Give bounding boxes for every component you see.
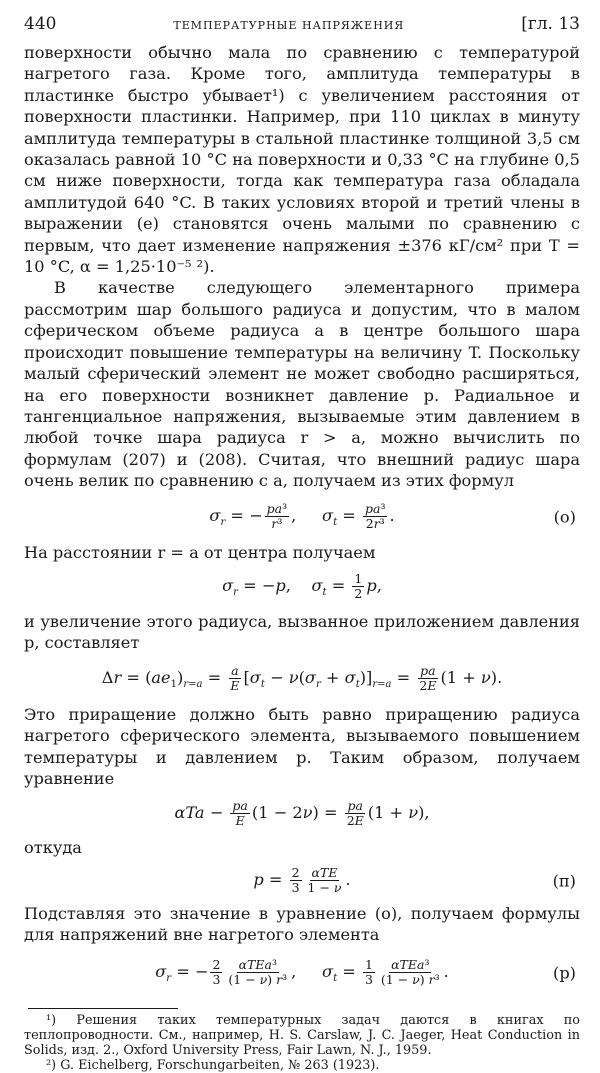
footnote-1: ¹) Решения таких температурных задач даются в книгах по теплопроводности. См., например, H. S. Carslaw, J. C. Jaeger, Heat Conduction in Solids, изд. 2., Oxford University Press, Fair Lawn, N. J., 1959. xyxy=(24,1012,580,1058)
paragraph-6: откуда xyxy=(24,838,82,858)
equation-surface: $\sigma_r = -p$, $\sigma_t$ = $\frac{1}{2}$ p, xyxy=(222,571,382,602)
equation-o: $\sigma_r$ = − $\frac{\text{pa³}}{\text{r³}}$ , $\sigma_t$ = $\frac{\text{pa³}}{\text{2r³}}$ . (о) xyxy=(209,501,576,532)
running-title: ТЕМПЕРАТУРНЫЕ НАПРЯЖЕНИЯ xyxy=(173,19,405,32)
paragraph-2: В качестве следующего элементарного примера рассмотрим шар большого радиуса и допустим, что в малом сферическом объеме радиуса a в центре большого шара происходит повышение температуры на величину T. Поскольку малый сферический элемент не может свободно расширяться, на его поверхности возникнет давление p. Радиальное и тангенциальное напряжения, вызываемые этим давлением в любой точке шара радиуса r > a, можно вычислить по формулам (207) и (208). Считая, что внешний радиус шара очень велик по сравнению с a, получаем из этих формул xyxy=(24,278,580,491)
paragraph-3: На расстоянии r = a от центра получаем xyxy=(24,542,376,562)
page-header xyxy=(24,14,580,42)
equation-delta-r: $\Delta r = (ae_1)_{r=a}$ = $\frac{a}{E}$ $[\sigma_t - \nu(\sigma_r + \sigma_t)]_{r=a}$ = $\frac{pa}{2E}$ (1 + ν). xyxy=(101,663,503,694)
page-number: 440 xyxy=(24,14,57,34)
equation-r: $\sigma_r$ = − $\frac{2}{3}$ $\frac{\text{αTEa³}}{\text{(1 − ν) r³}}$ , $\sigma_t$ = $\frac{1}{3}$ $\frac{\text{αTEa³}}{\text{(1 − ν) r³}}$ . (р) xyxy=(155,957,576,988)
paragraph-7: Подставляя это значение в уравнение (о), получаем формулы для напряжений вне нагретого элемента xyxy=(24,903,580,945)
footnote-2: ²) G. Eichelberg, Forschungarbeiten, № 263 (1923). xyxy=(46,1057,380,1073)
paragraph-1: поверхности обычно мала по сравнению с температурой нагретого газа. Кроме того, амплитуда температуры в пластинке быстро убывает¹) с увеличением расстояния от поверхности пластинки. Например, при 110 циклах в минуту амплитуда температуры в стальной пластинке толщиной 3,5 см оказалась равной 10 °C на поверхности и 0,33 °C на глубине 0,5 см ниже поверхности, тогда как температура газа обладала амплитудой 640 °C. В таких условиях второй и третий члены в выражении (е) становятся очень малыми по сравнению с первым, что дает изменение напряжения ±376 кГ/см² при T = 10 °C, α = 1,25·10⁻⁵ ²). xyxy=(24,43,580,277)
equation-p-label: (п) xyxy=(552,871,576,891)
equation-o-label: (о) xyxy=(553,507,576,527)
chapter-ref: [гл. 13 xyxy=(521,14,580,34)
equation-r-label: (р) xyxy=(553,963,576,983)
paragraph-5: Это приращение должно быть равно приращению радиуса нагретого сферического элемента, вызываемого повышением температуры и давлением p. Таким образом, получаем уравнение xyxy=(24,704,580,788)
equation-balance: αTa − $\frac{pa}{E}$ (1 − 2ν) = $\frac{pa}{2E}$ (1 + ν), xyxy=(174,797,430,828)
footnote-divider xyxy=(28,1008,178,1009)
paragraph-4: и увеличение этого радиуса, вызванное приложением давления p, составляет xyxy=(24,611,580,653)
equation-p: p = $\frac{2}{3}$ $\frac{\text{αTE}}{1 - \nu}$ . (п) xyxy=(253,865,576,896)
